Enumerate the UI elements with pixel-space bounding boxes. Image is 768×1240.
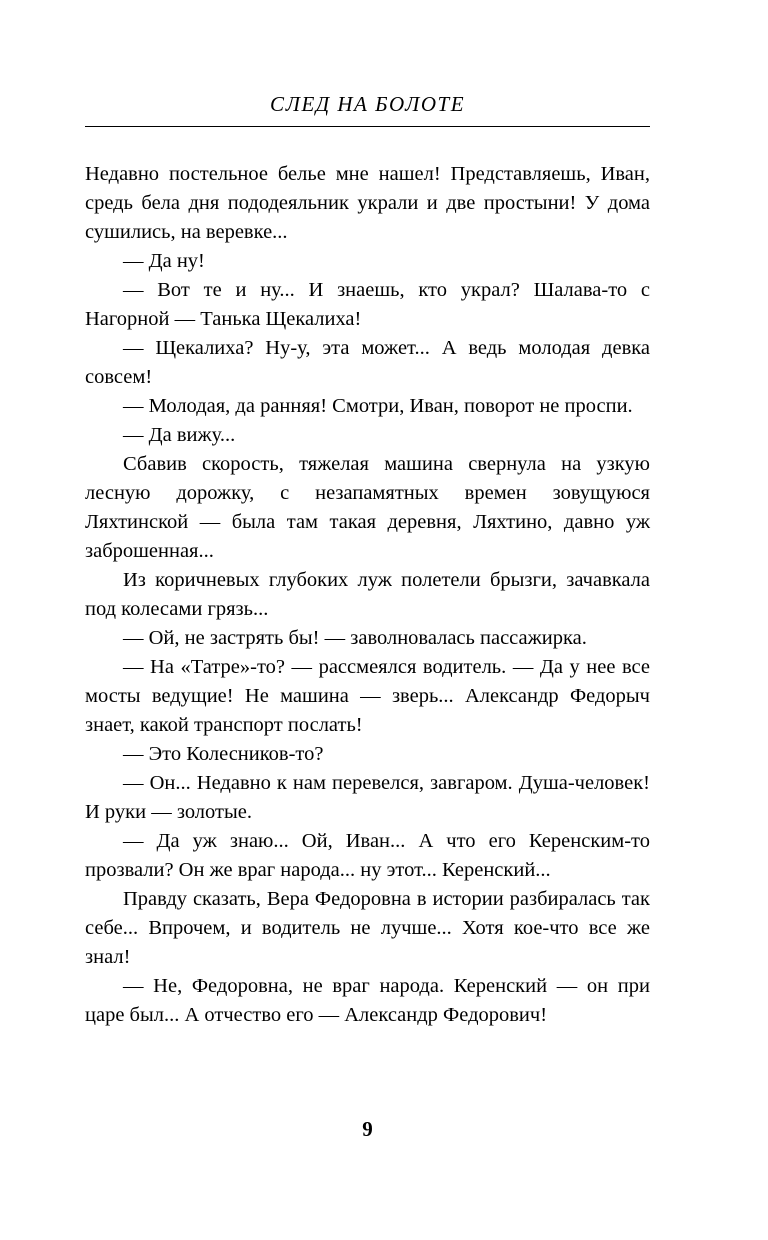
page-number: 9: [362, 1117, 373, 1141]
paragraph: — Он... Недавно к нам перевелся, завгаром. Душа-человек! И руки — золотые.: [85, 772, 650, 823]
paragraph: — Не, Федоровна, не враг народа. Керенский — он при царе был... А отчество его — Александр Федорович!: [85, 975, 650, 1026]
paragraph: — Ой, не застрять бы! — заволновалась пассажирка.: [123, 627, 587, 649]
paragraph: — Да вижу...: [123, 424, 236, 446]
paragraph: — На «Татре»-то? — рассмеялся водитель. — Да у нее все мосты ведущие! Не машина — зверь... Александр Федорыч знает, какой транспорт послать!: [85, 656, 650, 736]
paragraph: Из коричневых глубоких луж полетели брызги, зачавкала под колесами грязь...: [85, 569, 650, 620]
paragraph: Недавно постельное белье мне нашел! Представляешь, Иван, средь бела дня пододеяльник украли и две простыни! У дома сушились, на веревке...: [85, 163, 650, 243]
paragraph: Сбавив скорость, тяжелая машина свернула на узкую лесную дорожку, с незапамятных времен зовущуюся Ляхтинской — была там такая деревня, Ляхтино, давно уж заброшенная...: [85, 453, 650, 562]
paragraph: — Да уж знаю... Ой, Иван... А что его Керенским-то прозвали? Он же враг народа... ну этот... Керенский...: [85, 830, 650, 881]
header-rule: [85, 126, 650, 127]
paragraph: — Щекалиха? Ну-у, эта может... А ведь молодая девка совсем!: [85, 337, 650, 388]
paragraph: — Да ну!: [123, 250, 205, 272]
body-text: [85, 160, 650, 1030]
paragraph: — Вот те и ну... И знаешь, кто украл? Шалава-то с Нагорной — Танька Щекалиха!: [85, 279, 650, 330]
running-header: СЛЕД НА БОЛОТЕ: [269, 92, 466, 116]
paragraph: — Молодая, да ранняя! Смотри, Иван, поворот не проспи.: [123, 395, 633, 417]
paragraph: — Это Колесников-то?: [123, 743, 324, 765]
paragraph: Правду сказать, Вера Федоровна в истории разбиралась так себе... Впрочем, и водитель не лучше... Хотя кое-что все же знал!: [85, 888, 650, 968]
